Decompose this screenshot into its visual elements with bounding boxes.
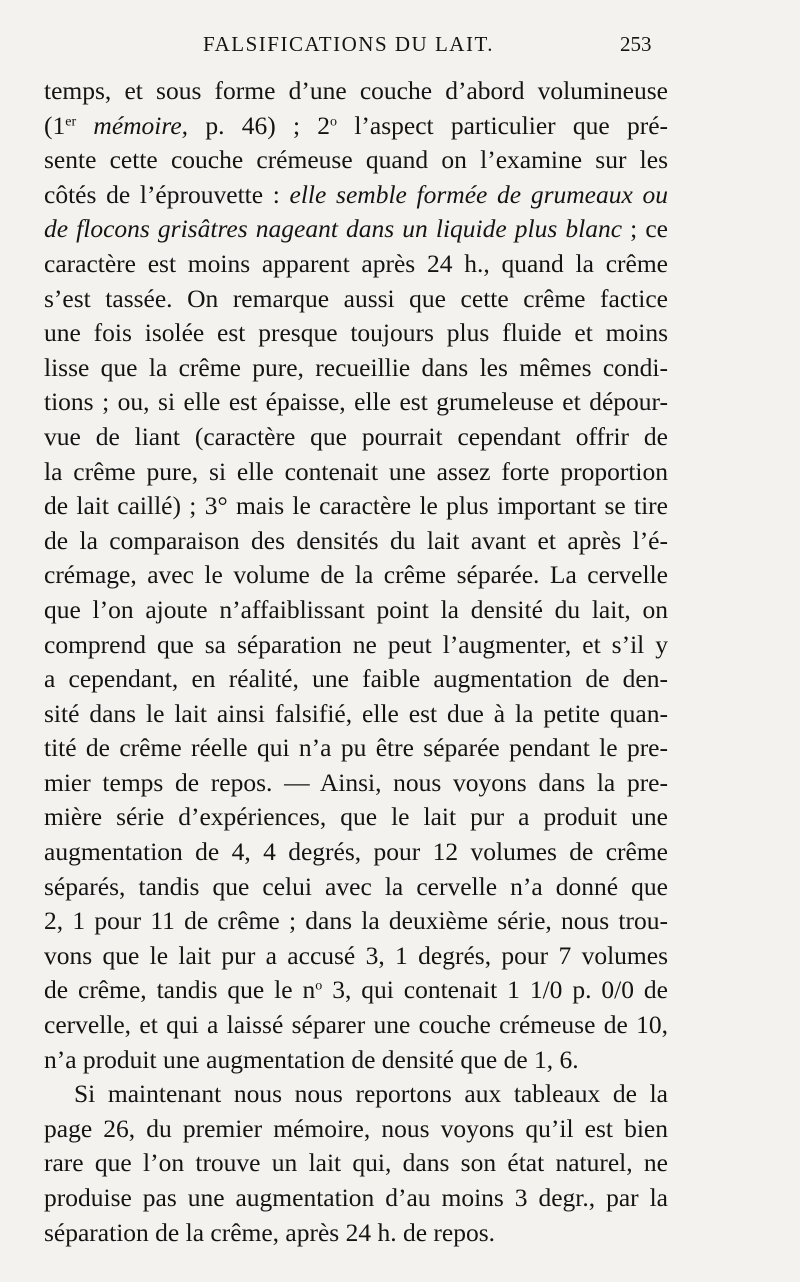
text-line: (1er mémoire, p. 46) ; 2$^o$ l’aspect particulier que pré- <box>44 110 669 140</box>
text-line: augmentation de 4, 4 degrés, pour 12 volumes de crême <box>44 837 668 867</box>
text-line: lisse que la crême pure, recueillie dans les mêmes condi- <box>44 352 668 382</box>
text-line: s’est tassée. On remarque aussi que cette crême factice <box>44 283 668 313</box>
text-line: Si maintenant nous nous reportons aux tableaux de la <box>74 1079 668 1109</box>
text-line: mier temps de repos. — Ainsi, nous voyons dans la pre- <box>44 767 668 797</box>
text-line: comprend que sa séparation ne peut l’augmenter, et s’il y <box>44 629 668 659</box>
text-line: de lait caillé) ; 3° mais le caractère le plus important se tire <box>44 491 668 521</box>
running-head: FALSIFICATIONS DU LAIT. <box>203 32 494 56</box>
text-line: sité dans le lait ainsi falsifié, elle est due à la petite quan- <box>44 698 668 728</box>
text-line: a cependant, en réalité, une faible augmentation de den- <box>44 664 668 694</box>
text-line: mière série d’expériences, que le lait pur a produit une <box>44 802 668 832</box>
text-line: de la comparaison des densités du lait avant et après l’é- <box>44 525 668 555</box>
text-line: vons que le lait pur a accusé 3, 1 degrés, pour 7 volumes <box>44 940 668 970</box>
text-line: séparation de la crême, après 24 h. de repos. <box>44 1217 496 1247</box>
text-line: 2, 1 pour 11 de crême ; dans la deuxième série, nous trou- <box>44 906 668 936</box>
page-number: 253 <box>620 32 652 56</box>
text-line: caractère est moins apparent après 24 h., quand la crême <box>44 248 668 278</box>
text-line: de crême, tandis que le $n^o$ 3, qui contenait 1 1/0 p. 0/0 de <box>44 975 669 1005</box>
text-line: crémage, avec le volume de la crême séparée. La cervelle <box>44 560 668 590</box>
text-line: la crême pure, si elle contenait une assez forte proportion <box>44 456 668 486</box>
text-line: vue de liant (caractère que pourrait cependant offrir de <box>44 421 668 451</box>
body-text <box>44 74 668 1250</box>
text-line: que l’on ajoute n’affaiblissant point la densité du lait, on <box>44 594 668 624</box>
text-line: une fois isolée est presque toujours plus fluide et moins <box>44 318 668 348</box>
text-line: cervelle, et qui a laissé séparer une couche crémeuse de 10, <box>44 1010 668 1040</box>
text-line: n’a produit une augmentation de densité que de 1, 6. <box>44 1044 579 1074</box>
text-line: de flocons grisâtres nageant dans un liquide plus blanc ; ce <box>44 214 668 244</box>
text-line: produise pas une augmentation d’au moins 3 degr., par la <box>44 1183 668 1212</box>
text-line: tité de crême réelle qui n’a pu être séparée pendant le pre- <box>44 733 668 763</box>
text-line: côtés de l’éprouvette : elle semble formée de grumeaux ou <box>44 179 668 209</box>
text-line: tions ; ou, si elle est épaisse, elle est grumeleuse et dépour- <box>44 387 668 417</box>
text-line: temps, et sous forme d’une couche d’abord volumineuse <box>44 76 668 105</box>
page-header <box>0 32 800 68</box>
text-line: page 26, du premier mémoire, nous voyons qu’il est bien <box>44 1113 668 1143</box>
text-line: séparés, tandis que celui avec la cervelle n’a donné que <box>44 871 668 901</box>
text-line: sente cette couche crémeuse quand on l’examine sur les <box>44 145 668 175</box>
text-line: rare que l’on trouve un lait qui, dans son état naturel, ne <box>44 1148 668 1178</box>
